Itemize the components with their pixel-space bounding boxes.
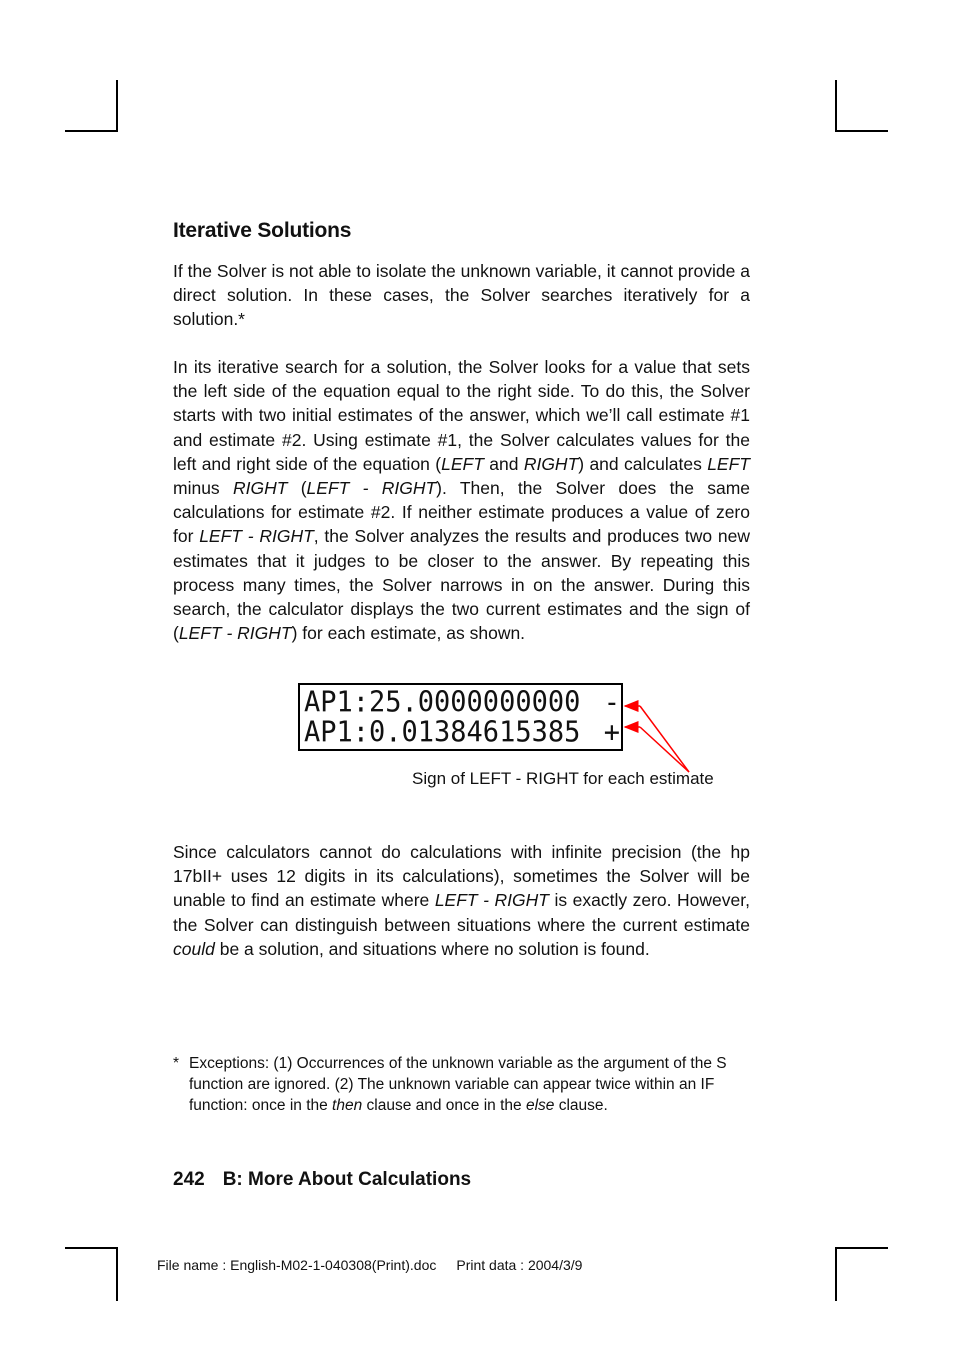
footnote-body	[189, 1054, 751, 1116]
footnote-text-3: clause.	[554, 1096, 608, 1114]
intro-paragraph	[173, 259, 750, 332]
left-term: LEFT	[441, 453, 484, 474]
footnote-text-2: clause and once in the	[362, 1096, 526, 1114]
right-term-2: RIGHT	[232, 478, 288, 499]
para2-and: and	[483, 453, 524, 474]
sign-pointer-arrows	[600, 690, 700, 780]
para2-text-1: In its iterative search for a solution, the Solver looks for a value that sets the left side of the equation equal to the right side. To do this, the Solver starts with two initial estimates of the answer, which we’ll call estimate #1 and estimate #2. Using estimate #1, the Solver calculates values for the left and right side of the equation (	[173, 357, 750, 474]
display-caption: Sign of LEFT - RIGHT for each estimate	[412, 769, 714, 788]
footnote	[173, 1054, 751, 1116]
para3-text-2: is exactly zero. However, the Solver can distinguish between situations where the current estimate	[173, 890, 750, 935]
left-minus-right-2: LEFT - RIGHT	[199, 526, 314, 547]
para2-text-5: , the Solver analyzes the results and produces two new estimates that it judges to be closer to the answer. By repeating this process many times, the Solver narrows in on the answer. During this search, the calculator displays the two current estimates and the sign of (	[173, 526, 750, 644]
para3-text-3: be a solution, and situations where no solution is found.	[214, 938, 650, 959]
crop-mark-bottom-right-vertical	[835, 1247, 837, 1301]
section-heading: Iterative Solutions	[173, 219, 352, 242]
estimate-1: AP1:25.0000000000	[304, 686, 581, 719]
file-info	[157, 1257, 582, 1273]
then-term: then	[332, 1096, 363, 1114]
crop-mark-bottom-left-horizontal	[65, 1247, 118, 1249]
precision-paragraph	[173, 840, 750, 961]
iterative-search-paragraph	[173, 355, 750, 645]
else-term: else	[525, 1096, 555, 1114]
crop-mark-top-right-horizontal	[835, 130, 888, 132]
left-minus-right-4: LEFT - RIGHT	[434, 890, 549, 911]
para2-text-4: ). Then, the Solver does the same calculations for estimate #2. If neither estimate produces a value of zero for	[173, 478, 750, 547]
left-minus-right-1: LEFT - RIGHT	[306, 478, 437, 499]
pointer-line-1	[640, 706, 689, 772]
para3-text-1: Since calculators cannot do calculations with infinite precision (the hp 17bII+ uses 12 digits in its calculations), sometimes the Solver will be unable to find an estimate where	[173, 842, 750, 911]
display-line-1	[304, 687, 620, 719]
crop-mark-top-left-vertical	[116, 80, 118, 132]
footnote-star: *	[173, 1055, 180, 1072]
intro-text: If the Solver is not able to isolate the unknown variable, it cannot provide a direct solution. In these cases, the Solver searches iteratively for a solution.*	[173, 261, 750, 330]
crop-mark-top-right-vertical	[835, 80, 837, 132]
crop-mark-bottom-left-vertical	[116, 1247, 118, 1301]
file-name: File name : English-M02-1-040308(Print).doc	[157, 1257, 437, 1273]
footnote-text-1: Exceptions: (1) Occurrences of the unknown variable as the argument of the S function are ignored. (2) The unknown variable can appear twice within an IF function: once in the	[189, 1055, 727, 1114]
section-title: B: More About Calculations	[222, 1169, 472, 1190]
page-footer	[173, 1169, 471, 1191]
right-term: RIGHT	[523, 453, 579, 474]
could-term: could	[173, 938, 215, 959]
left-minus-right-3: LEFT - RIGHT	[178, 623, 292, 644]
crop-mark-top-left-horizontal	[65, 130, 118, 132]
display-line-2	[304, 717, 620, 749]
print-date: Print data : 2004/3/9	[456, 1257, 583, 1273]
estimate-2: AP1:0.01384615385	[304, 716, 581, 749]
calculator-display	[298, 683, 623, 751]
para2-text-2: ) and calculates	[578, 453, 708, 474]
para2-minus: minus	[173, 478, 233, 499]
left-term-2: LEFT	[707, 453, 750, 474]
sign-1: -	[603, 686, 620, 719]
page-number: 242	[173, 1169, 205, 1190]
para2-text-6: ) for each estimate, as shown.	[291, 623, 526, 644]
sign-2: +	[603, 716, 620, 749]
pointer-line-2	[640, 727, 689, 772]
crop-mark-bottom-right-horizontal	[835, 1247, 888, 1249]
para2-text-3: (	[287, 478, 307, 499]
